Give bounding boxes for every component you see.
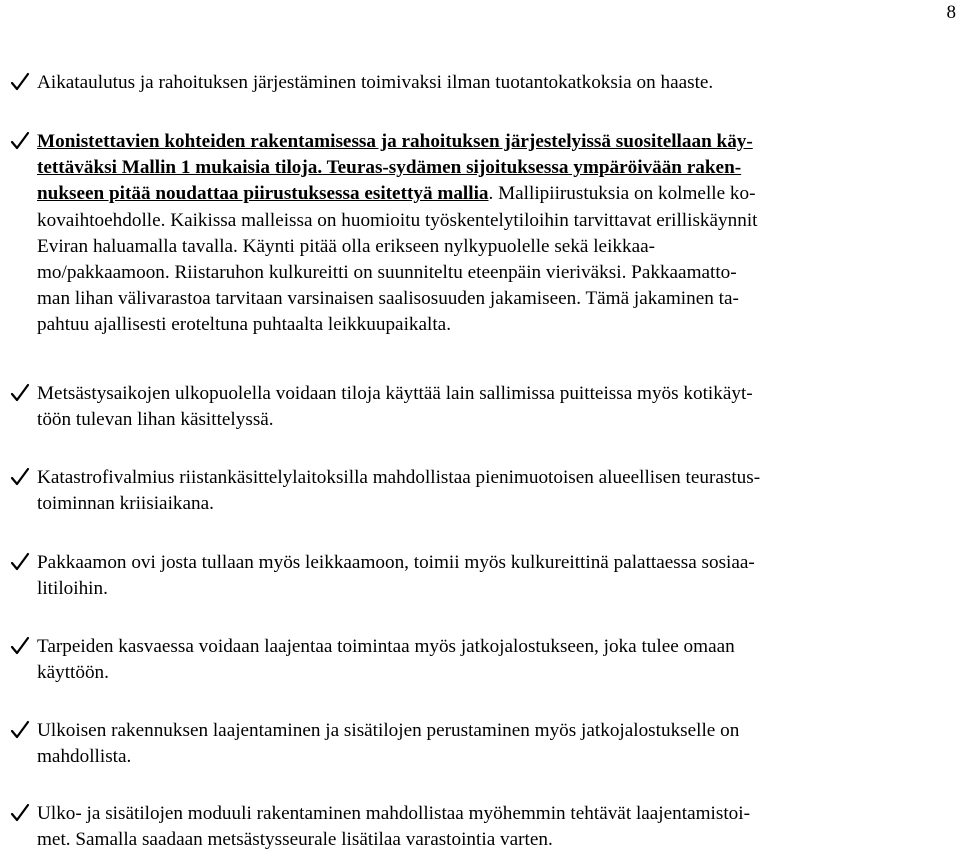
bullet-line: käyttöön. [37,662,109,684]
bullet-line: Aikataulutus ja rahoituksen järjestäminen toimivaksi ilman tuotantokatkoksia on haaste. [37,72,714,93]
emphasis-text: Teuras-sydämen sijoituksessa ympäröivään raken- [322,157,742,179]
check-icon [10,634,30,660]
check-icon [10,381,30,407]
bullet-line: Metsästysaikojen ulkopuolella voidaan tiloja käyttää lain sallimissa puitteissa myös kotikäyt- [37,383,753,404]
bullet-line: litiloihin. [37,578,108,600]
check-icon [10,801,30,827]
bullet-text [37,70,955,96]
bullet-line: Ulkoisen rakennuksen laajentaminen ja sisätilojen perustaminen myös jatkojalostukselle on [37,720,740,741]
check-icon [10,465,30,491]
check-icon [10,718,30,744]
bullet-line: pahtuu ajallisesti eroteltuna puhtaalta leikkuupaikalta. [37,314,451,336]
check-icon [10,70,30,96]
bullet-line [37,155,955,181]
bullet-line: kovaihtoehdolle. Kaikissa malleissa on huomioitu työskentelytiloihin tarvittavat erilliskäynnit [37,209,758,231]
bullet-text [37,129,955,339]
bullet-text [37,801,955,853]
check-icon [10,129,30,155]
bullet-line [37,181,955,207]
bullet-line: mo/pakkaamoon. Riistaruhon kulkureitti on suunniteltu eteenpäin vieriväksi. Pakkaamatto- [37,262,737,284]
bullet-line: mahdollista. [37,746,132,768]
check-icon [10,550,30,576]
bullet-line: Monistettavien kohteiden rakentamisessa ja rahoituksen järjestelyissä suositellaan käy- [37,131,753,152]
page-number: 8 [946,2,956,23]
bullet-text [37,718,955,770]
bullet-line: met. Samalla saadaan metsästysseurale lisätilaa varastointia varten. [37,829,553,851]
bullet-line: töön tulevan lihan käsittelyssä. [37,409,274,431]
bullet-text [37,381,955,433]
bullet-line: Tarpeiden kasvaessa voidaan laajentaa toimintaa myös jatkojalostukseen, joka tulee omaan [37,636,735,657]
bullet-line: Eviran haluamalla tavalla. Käynti pitää olla erikseen nylkypuolelle sekä leikkaa- [37,235,656,257]
bullet-text [37,465,955,517]
bullet-text [37,634,955,686]
emphasis-text: nukseen pitää noudattaa piirustuksessa esitettyä mallia [37,183,489,205]
bullet-line: Pakkaamon ovi josta tullaan myös leikkaamoon, toimii myös kulkureittinä palattaessa sosiaa- [37,552,755,573]
emphasis-text: tettäväksi Mallin 1 mukaisia tiloja. [37,157,323,179]
plain-text: . Mallipiirustuksia on kolmelle ko- [488,183,756,205]
bullet-line: Katastrofivalmius riistankäsittelylaitoksilla mahdollistaa pienimuotoisen alueellisen teurastus- [37,467,761,488]
bullet-text [37,550,955,602]
bullet-line: man lihan välivarastoa tarvitaan varsinaisen saalisosuuden jakamiseen. Tämä jakaminen ta- [37,288,739,310]
bullet-line: toiminnan kriisiaikana. [37,493,214,515]
bullet-line: Ulko- ja sisätilojen moduuli rakentaminen mahdollistaa myöhemmin tehtävät laajentamistoi- [37,803,750,824]
